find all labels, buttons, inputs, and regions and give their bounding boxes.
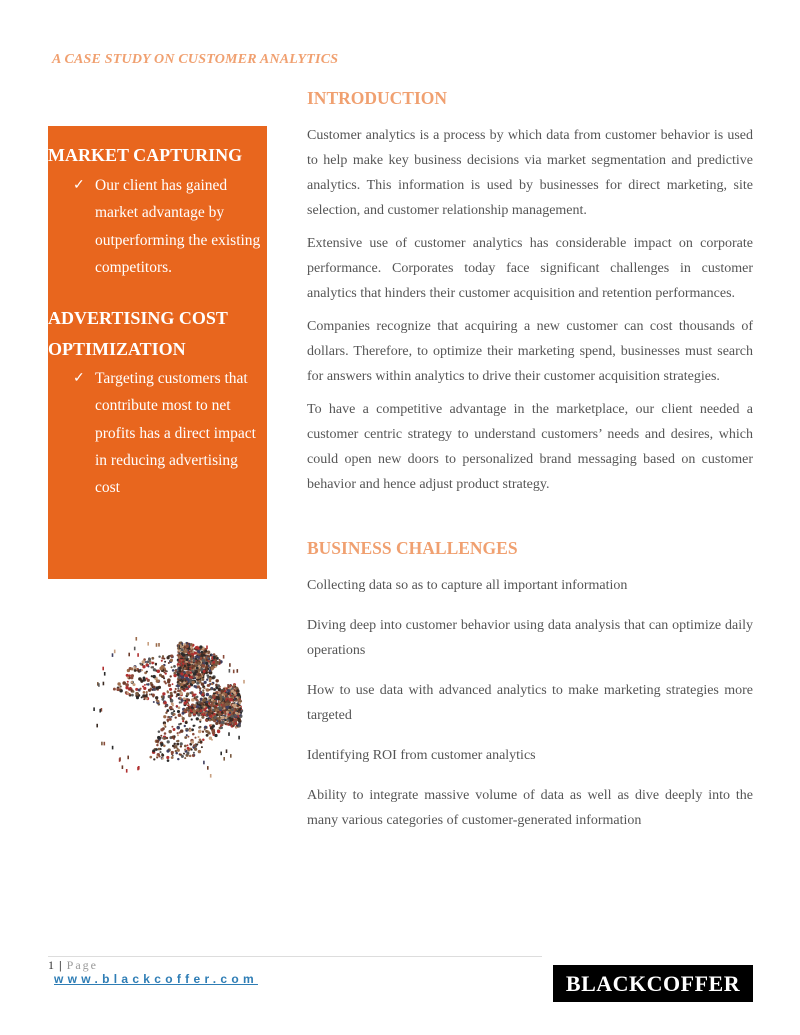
- business-challenges-heading: BUSINESS CHALLENGES: [307, 538, 518, 558]
- sidebar-heading: ADVERTISING COST OPTIMIZATION: [48, 308, 228, 359]
- challenge-item: Diving deep into customer behavior using data analysis that can optimize daily operations: [307, 618, 753, 658]
- sidebar-list-item: [48, 172, 267, 281]
- challenge-item: Ability to integrate massive volume of data as well as dive deeply into the many various categories of customer-generated information: [307, 788, 753, 828]
- challenge-item: How to use data with advanced analytics to make marketing strategies more targeted: [307, 683, 753, 723]
- introduction-paragraph: Customer analytics is a process by which data from customer behavior is used to help make key business decisions via market segmentation and predictive analytics. This information is used by businesses for direct marketing, site selection, and customer relationship management.: [307, 128, 753, 218]
- checkmark-icon: ✓: [73, 178, 85, 193]
- sidebar-item-text: Targeting customers that contribute most to net profits has a direct impact in reducing advertising cost: [95, 370, 256, 497]
- introduction-paragraph: Companies recognize that acquiring a new customer can cost thousands of dollars. Therefore, to optimize their marketing spend, businesses must search for answers within analytics to drive their customer acquisition strategies.: [307, 319, 753, 384]
- introduction-paragraph: Extensive use of customer analytics has considerable impact on corporate performance. Corporates today face significant challenges in customer analytics that hinders their customer acquisition and retention performances.: [307, 236, 753, 301]
- footer-divider: [48, 956, 542, 957]
- introduction-paragraph: To have a competitive advantage in the marketplace, our client needed a customer centric strategy to understand customers’ needs and desires, which could open new doors to personalized brand messaging based on customer behavior and hence adjust product strategy.: [307, 402, 753, 492]
- sidebar-item-text: Our client has gained market advantage by outperforming the existing competitors.: [95, 177, 261, 276]
- sidebar-section-advertising-cost: [48, 303, 267, 501]
- highlights-sidebar: [48, 126, 267, 579]
- document-header-title: A CASE STUDY ON CUSTOMER ANALYTICS: [52, 52, 339, 67]
- sidebar-section-market-capturing: [48, 140, 267, 281]
- page-number: [48, 958, 98, 973]
- challenge-item: Collecting data so as to capture all important information: [307, 578, 628, 593]
- crowd-pie-chart-image: [90, 628, 256, 780]
- business-challenges-list: [307, 573, 753, 848]
- sidebar-list-item: [48, 365, 267, 501]
- introduction-body: [307, 123, 753, 505]
- checkmark-icon: ✓: [73, 371, 85, 386]
- sidebar-list: [48, 172, 267, 281]
- sidebar-heading: MARKET CAPTURING: [48, 145, 243, 165]
- page-label: Page: [66, 958, 98, 972]
- brand-logo: BLACKCOFFER: [553, 965, 753, 1002]
- page-separator: |: [59, 958, 62, 972]
- page-number-value: 1: [48, 958, 54, 972]
- sidebar-list: [48, 365, 267, 501]
- website-link[interactable]: www.blackcoffer.com: [54, 972, 258, 986]
- challenge-item: Identifying ROI from customer analytics: [307, 748, 536, 763]
- introduction-heading: INTRODUCTION: [307, 88, 448, 108]
